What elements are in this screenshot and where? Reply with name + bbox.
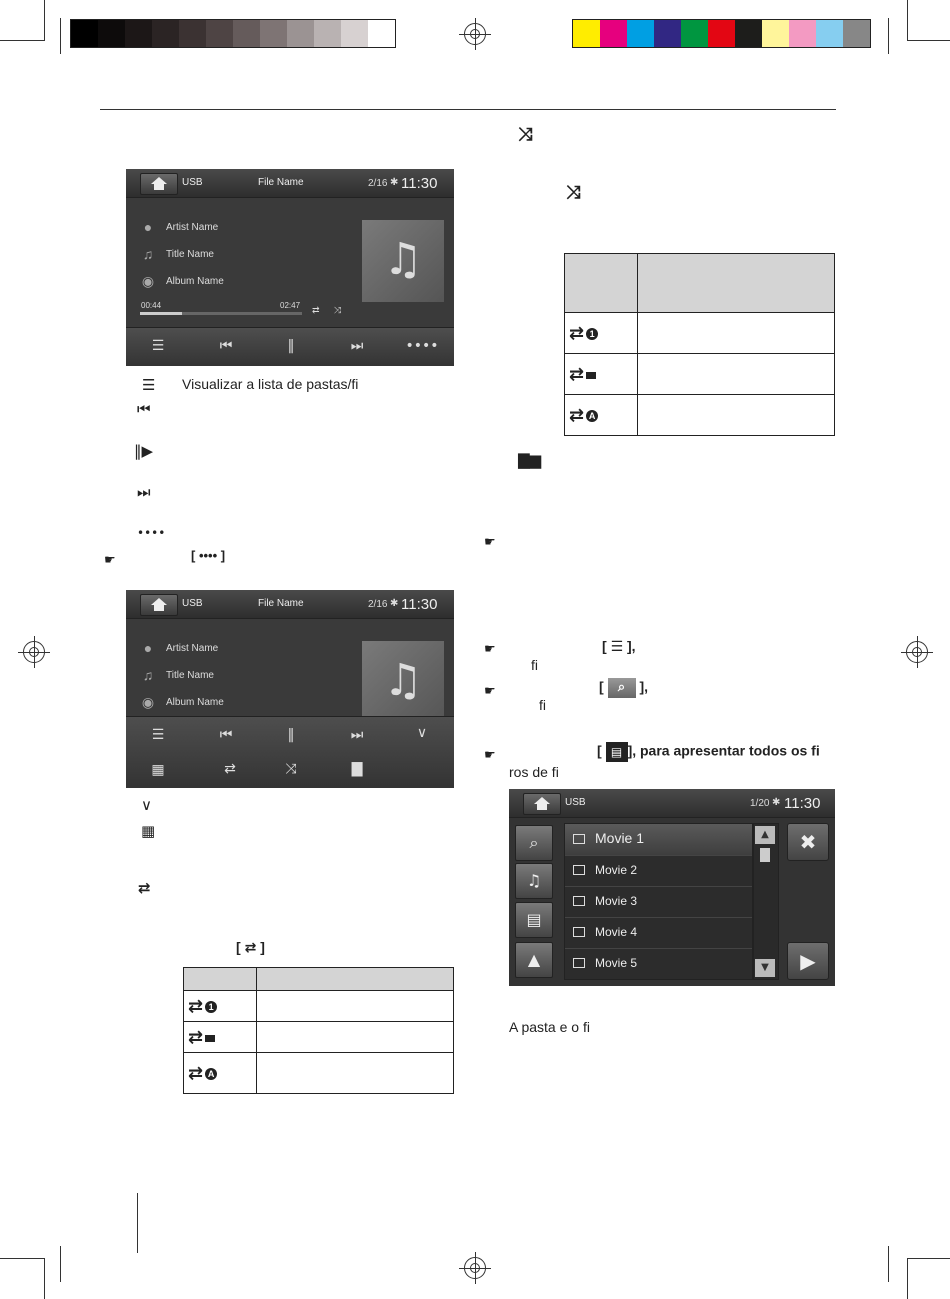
- shuffle-icon: ⤨: [566, 182, 581, 203]
- crop-mark: [44, 0, 45, 40]
- swatch: [789, 20, 816, 47]
- next-icon[interactable]: ⏭: [350, 727, 364, 743]
- bracket-close: ],: [627, 638, 636, 654]
- bottom-paragraph: A pasta e o fi: [509, 1019, 590, 1035]
- source-label: USB: [182, 177, 203, 188]
- registration-mark-bottom: [464, 1257, 486, 1279]
- badge-all-icon: A: [586, 410, 598, 422]
- music-note-icon: ♫: [142, 667, 154, 683]
- list-icon: ☰: [610, 639, 624, 655]
- home-button[interactable]: [140, 594, 178, 616]
- badge-one-icon: 1: [586, 328, 598, 340]
- repeat-hint: [236, 939, 265, 956]
- repeat-icon: ⇄: [569, 404, 585, 426]
- progress-fill: [140, 312, 182, 315]
- list-item[interactable]: [565, 886, 752, 918]
- next-icon[interactable]: ⏭: [350, 338, 364, 354]
- list-description: Visualizar a lista de pastas/fi: [182, 376, 359, 392]
- crop-mark: [60, 18, 61, 54]
- crop-mark: [60, 1246, 61, 1282]
- movie-title: Movie 5: [595, 956, 638, 970]
- pointing-hand-icon: ☛: [484, 748, 496, 763]
- duration: 02:47: [280, 301, 301, 310]
- badge-all-icon: A: [205, 1068, 217, 1080]
- repeat-icon: ⇄: [138, 879, 151, 897]
- repeat-icon: ⇄: [569, 322, 585, 344]
- source-label: USB: [565, 797, 586, 808]
- photo-icon[interactable]: ▲: [515, 942, 553, 978]
- table-cell: [638, 395, 835, 436]
- table-cell: [638, 354, 835, 395]
- movie-icon: ▤: [606, 742, 628, 762]
- swatch: [287, 20, 314, 47]
- repeat-mode-table-right: [564, 253, 835, 436]
- header-rule: [100, 109, 836, 110]
- crop-mark: [0, 40, 45, 41]
- repeat-mode-table-left: [183, 967, 454, 1094]
- swatch: [708, 20, 735, 47]
- movie-hint-text: ], para apresentar todos os fi: [627, 742, 820, 759]
- swatch: [573, 20, 600, 47]
- clock: 11:30: [784, 795, 821, 812]
- swatch: [341, 20, 368, 47]
- swatch: [71, 20, 98, 47]
- disc-icon: ◉: [141, 694, 155, 710]
- folder-list-hint: [ ☰ ],: [602, 638, 636, 655]
- registration-mark-right: [906, 641, 928, 663]
- next-icon: ⏭: [137, 483, 151, 501]
- movie-hint: [ ▤ ], para apresentar todos os fi: [597, 742, 820, 762]
- scroll-down-icon[interactable]: ▼: [755, 959, 775, 977]
- repeat-one-cell: [184, 991, 257, 1022]
- search-icon: ⌕: [608, 678, 636, 698]
- status-bar: [126, 590, 454, 619]
- track-count: 1/20: [750, 798, 770, 809]
- crop-mark: [907, 1258, 908, 1299]
- artist-name: Artist Name: [166, 222, 219, 233]
- more-icon: ••••: [137, 526, 166, 540]
- music-note-icon: ♫: [383, 234, 423, 285]
- swatch: [98, 20, 125, 47]
- scroll-up-icon[interactable]: ▲: [755, 826, 775, 844]
- movie-title: Movie 1: [595, 830, 645, 846]
- bracket-open: [: [236, 939, 241, 955]
- artist-name: Artist Name: [166, 643, 219, 654]
- more-icon[interactable]: ••••: [405, 338, 439, 354]
- swatch: [762, 20, 789, 47]
- crop-mark: [44, 1258, 45, 1299]
- swatch: [735, 20, 762, 47]
- clock: 11:30: [401, 175, 438, 192]
- grid-icon: ▦: [141, 822, 156, 840]
- repeat-folder-cell: [565, 354, 638, 395]
- previous-icon[interactable]: ⏮: [219, 338, 233, 354]
- pause-icon[interactable]: ‖: [287, 727, 295, 743]
- album-art: [362, 641, 444, 723]
- film-icon: [573, 958, 585, 968]
- search-hint-line2: fi: [539, 697, 546, 713]
- bluetooth-icon: ✱: [390, 177, 399, 188]
- pause-play-icon: ‖▶: [134, 442, 154, 460]
- repeat-all-cell: [184, 1053, 257, 1094]
- clock: 11:30: [401, 596, 438, 613]
- status-bar: [509, 789, 835, 818]
- movie-title: Movie 2: [595, 863, 638, 877]
- album-name: Album Name: [166, 697, 224, 708]
- repeat-icon: ⇄: [188, 995, 204, 1017]
- bluetooth-icon: ✱: [772, 797, 781, 808]
- film-icon: [573, 927, 585, 937]
- swatch: [681, 20, 708, 47]
- movie-list: [564, 823, 753, 980]
- repeat-folder-icon: ⇄: [312, 305, 320, 315]
- list-item[interactable]: [565, 855, 752, 887]
- file-name-label: File Name: [258, 177, 304, 188]
- swatch: [260, 20, 287, 47]
- list-item[interactable]: [565, 917, 752, 949]
- music-note-icon: ♫: [383, 655, 423, 706]
- repeat-icon: ⇄: [188, 1062, 204, 1084]
- crop-mark: [888, 18, 889, 54]
- search-icon[interactable]: ⌕: [515, 825, 553, 861]
- movie-title: Movie 4: [595, 925, 638, 939]
- pause-icon[interactable]: ‖: [287, 338, 295, 354]
- scrollbar[interactable]: [753, 823, 779, 980]
- film-icon: [573, 896, 585, 906]
- album-name: Album Name: [166, 276, 224, 287]
- crop-mark: [907, 1258, 950, 1259]
- film-icon: [573, 834, 585, 844]
- crop-mark: [907, 40, 950, 41]
- elapsed-time: 00:44: [141, 301, 162, 310]
- artist-icon: ●: [143, 219, 153, 235]
- collapse-icon: ∨: [141, 796, 152, 814]
- list-item[interactable]: [565, 824, 752, 856]
- swatch: [152, 20, 179, 47]
- swatch: [627, 20, 654, 47]
- track-count: 2/16: [368, 178, 388, 189]
- swatch: [314, 20, 341, 47]
- bracket-close: ],: [639, 678, 649, 695]
- swatch: [368, 20, 395, 47]
- swatch: [206, 20, 233, 47]
- list-icon[interactable]: ☰: [151, 338, 165, 354]
- search-hint: [ ⌕ ],: [599, 678, 648, 698]
- table-header-cell: [257, 968, 454, 991]
- gray-scale-bar: [70, 19, 396, 48]
- collapse-icon[interactable]: ∨: [416, 725, 428, 741]
- progress-bar[interactable]: [140, 312, 302, 315]
- close-icon[interactable]: ✖: [787, 823, 829, 861]
- crop-mark: [0, 1258, 45, 1259]
- badge-one-icon: 1: [205, 1001, 217, 1013]
- repeat-one-cell: [565, 313, 638, 354]
- pointing-hand-icon: ☛: [104, 553, 116, 568]
- table-header-cell: [638, 254, 835, 313]
- music-icon[interactable]: ♫: [515, 863, 553, 899]
- registration-mark-left: [23, 641, 45, 663]
- bluetooth-icon: ✱: [390, 598, 399, 609]
- color-bar: [572, 19, 871, 48]
- title-name: Title Name: [166, 249, 214, 260]
- swatch: [179, 20, 206, 47]
- artist-icon: ●: [143, 640, 153, 656]
- list-icon[interactable]: ☰: [151, 727, 165, 743]
- swatch: [843, 20, 870, 47]
- scroll-thumb[interactable]: [760, 848, 770, 862]
- table-cell: [257, 991, 454, 1022]
- shuffle-icon: ⤨: [518, 124, 533, 145]
- list-item[interactable]: [565, 948, 752, 979]
- registration-mark-top: [464, 23, 486, 45]
- folder-list-hint-line2: fi: [531, 657, 538, 673]
- folder-icon: [205, 1035, 215, 1042]
- home-button[interactable]: [140, 173, 178, 195]
- title-name: Title Name: [166, 670, 214, 681]
- music-note-icon: ♫: [142, 246, 154, 262]
- repeat-icon: ⇄: [569, 363, 585, 385]
- album-art: [362, 220, 444, 302]
- repeat-folder-cell: [184, 1022, 257, 1053]
- table-header-cell: [565, 254, 638, 313]
- home-button[interactable]: [523, 793, 561, 815]
- movie-title: Movie 3: [595, 894, 638, 908]
- previous-icon: ⏮: [137, 400, 151, 418]
- equalizer-icon[interactable]: ▇: [351, 761, 363, 777]
- repeat-icon: ⇄: [188, 1026, 204, 1048]
- table-header-cell: [184, 968, 257, 991]
- crop-mark: [888, 1246, 889, 1282]
- play-icon[interactable]: ▶: [787, 942, 829, 980]
- swatch: [233, 20, 260, 47]
- shuffle-icon[interactable]: ⤨: [285, 761, 297, 777]
- swatch: [654, 20, 681, 47]
- source-label: USB: [182, 598, 203, 609]
- swatch: [125, 20, 152, 47]
- bracket-close: ]: [260, 939, 265, 955]
- pointing-hand-icon: ☛: [484, 684, 496, 699]
- folder-icon: [586, 372, 596, 379]
- film-icon: [573, 865, 585, 875]
- swatch: [600, 20, 627, 47]
- control-bar: [126, 716, 454, 788]
- movie-icon[interactable]: ▤: [515, 902, 553, 938]
- repeat-icon: ⇄: [244, 940, 257, 956]
- grid-icon[interactable]: ▦: [151, 762, 165, 778]
- shuffle-icon: ⤨: [334, 305, 342, 315]
- page-margin-line: [137, 1193, 138, 1253]
- swatch: [816, 20, 843, 47]
- player-screen-1: [126, 169, 454, 366]
- disc-icon: ◉: [141, 273, 155, 289]
- player-screen-2: [126, 590, 454, 788]
- file-name-label: File Name: [258, 598, 304, 609]
- movie-hint-line2: ros de fi: [509, 764, 559, 780]
- more-button-hint: [ •••• ]: [191, 548, 226, 563]
- status-bar: [126, 169, 454, 198]
- pointing-hand-icon: ☛: [484, 535, 496, 550]
- repeat-all-cell: [565, 395, 638, 436]
- pointing-hand-icon: ☛: [484, 642, 496, 657]
- crop-mark: [907, 0, 908, 40]
- equalizer-icon: ▇▆: [518, 451, 542, 469]
- table-cell: [257, 1022, 454, 1053]
- repeat-folder-icon[interactable]: ⇄: [224, 761, 236, 777]
- track-count: 2/16: [368, 599, 388, 610]
- list-icon: ☰: [142, 376, 156, 394]
- previous-icon[interactable]: ⏮: [219, 727, 233, 743]
- control-bar: [126, 327, 454, 366]
- movie-browser-screen: [509, 789, 835, 986]
- table-cell: [257, 1053, 454, 1094]
- table-cell: [638, 313, 835, 354]
